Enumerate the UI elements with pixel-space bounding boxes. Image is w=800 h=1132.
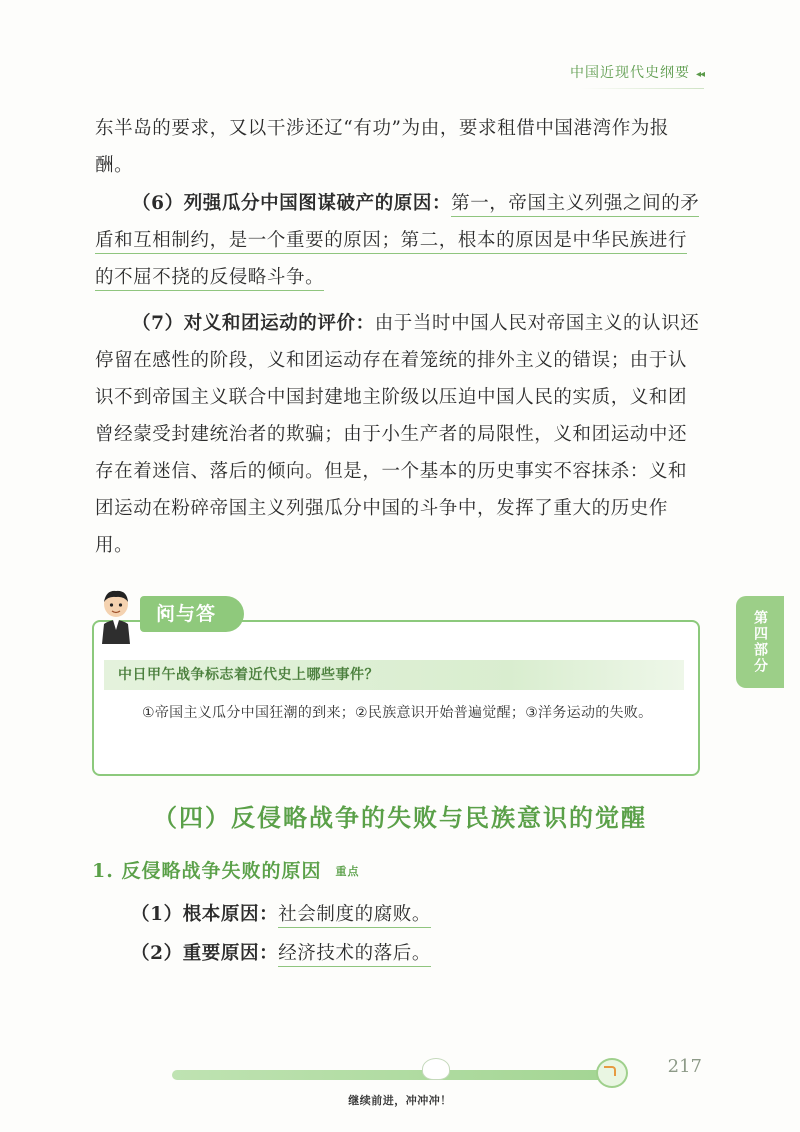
double-arrow-icon: ◂◂ <box>695 69 704 80</box>
running-header <box>570 62 704 82</box>
item-1-number: （1） <box>131 904 183 925</box>
paragraph-6 <box>95 185 702 296</box>
item-2-heading: 重要原因： <box>182 943 279 964</box>
subsection-title <box>92 856 359 883</box>
qa-question: 中日甲午战争标志着近代史上哪些事件？ <box>104 660 684 690</box>
paragraph-6-text: 第一，帝国主义列强之间的矛盾和互相制约，是一个重要的原因；第二，根本的原因是中华民族进行的不屈不挠的反侵略斗争。 <box>95 193 699 291</box>
paragraph-6-number: （6） <box>132 193 184 214</box>
footer-cloud-icon <box>422 1058 450 1080</box>
mascot-icon <box>96 588 136 644</box>
list-item <box>131 900 431 926</box>
paragraph-7-number: （7） <box>132 313 184 334</box>
footer-slogan: 继续前进，冲冲冲！ <box>348 1094 452 1107</box>
footer-progress-bar <box>172 1070 612 1080</box>
paragraph-7-heading: 对义和团运动的评价： <box>183 313 375 334</box>
section-title: （四）反侵略战争的失败与民族意识的觉醒 <box>153 803 647 832</box>
footer-swirl-icon <box>596 1058 628 1088</box>
paragraph-7-text: 由于当时中国人民对帝国主义的认识还停留在感性的阶段，义和团运动存在着笼统的排外主义的错误；由于认识不到帝国主义联合中国封建地主阶级以压迫中国人民的实质，义和团曾经蒙受封建统治者的欺骗；由于小生产者的局限性，义和团运动中还存在着迷信、落后的倾向。但是，一个基本的历史事实不容抹杀：义和团运动在粉碎帝国主义列强瓜分中国的斗争中，发挥了重大的历史作用。 <box>95 313 700 556</box>
item-1-text: 社会制度的腐败。 <box>278 904 431 928</box>
subsection-title-text: 1. 反侵略战争失败的原因 <box>92 860 322 882</box>
key-point-badge: 重点 <box>335 865 360 878</box>
paragraph-6-heading: 列强瓜分中国图谋破产的原因： <box>183 193 452 214</box>
item-2-text: 经济技术的落后。 <box>278 943 431 967</box>
list-item <box>131 939 431 965</box>
item-2-number: （2） <box>131 943 183 964</box>
qa-tab: ‹ 问与答 <box>140 596 244 632</box>
paragraph-7 <box>95 305 702 564</box>
qa-answer: ①帝国主义瓜分中国狂潮的到来；②民族意识开始普遍觉醒；③洋务运动的失败。 <box>142 705 653 721</box>
item-1-heading: 根本原因： <box>182 904 279 925</box>
header-divider <box>580 88 704 89</box>
book-title: 中国近现代史纲要 <box>569 65 690 81</box>
paragraph-continued: 东半岛的要求，又以干涉还辽“有功”为由，要求租借中国港湾作为报酬。 <box>95 118 670 176</box>
part-side-tab: 第四部分 <box>736 596 784 688</box>
page-number: 217 <box>667 1056 702 1077</box>
